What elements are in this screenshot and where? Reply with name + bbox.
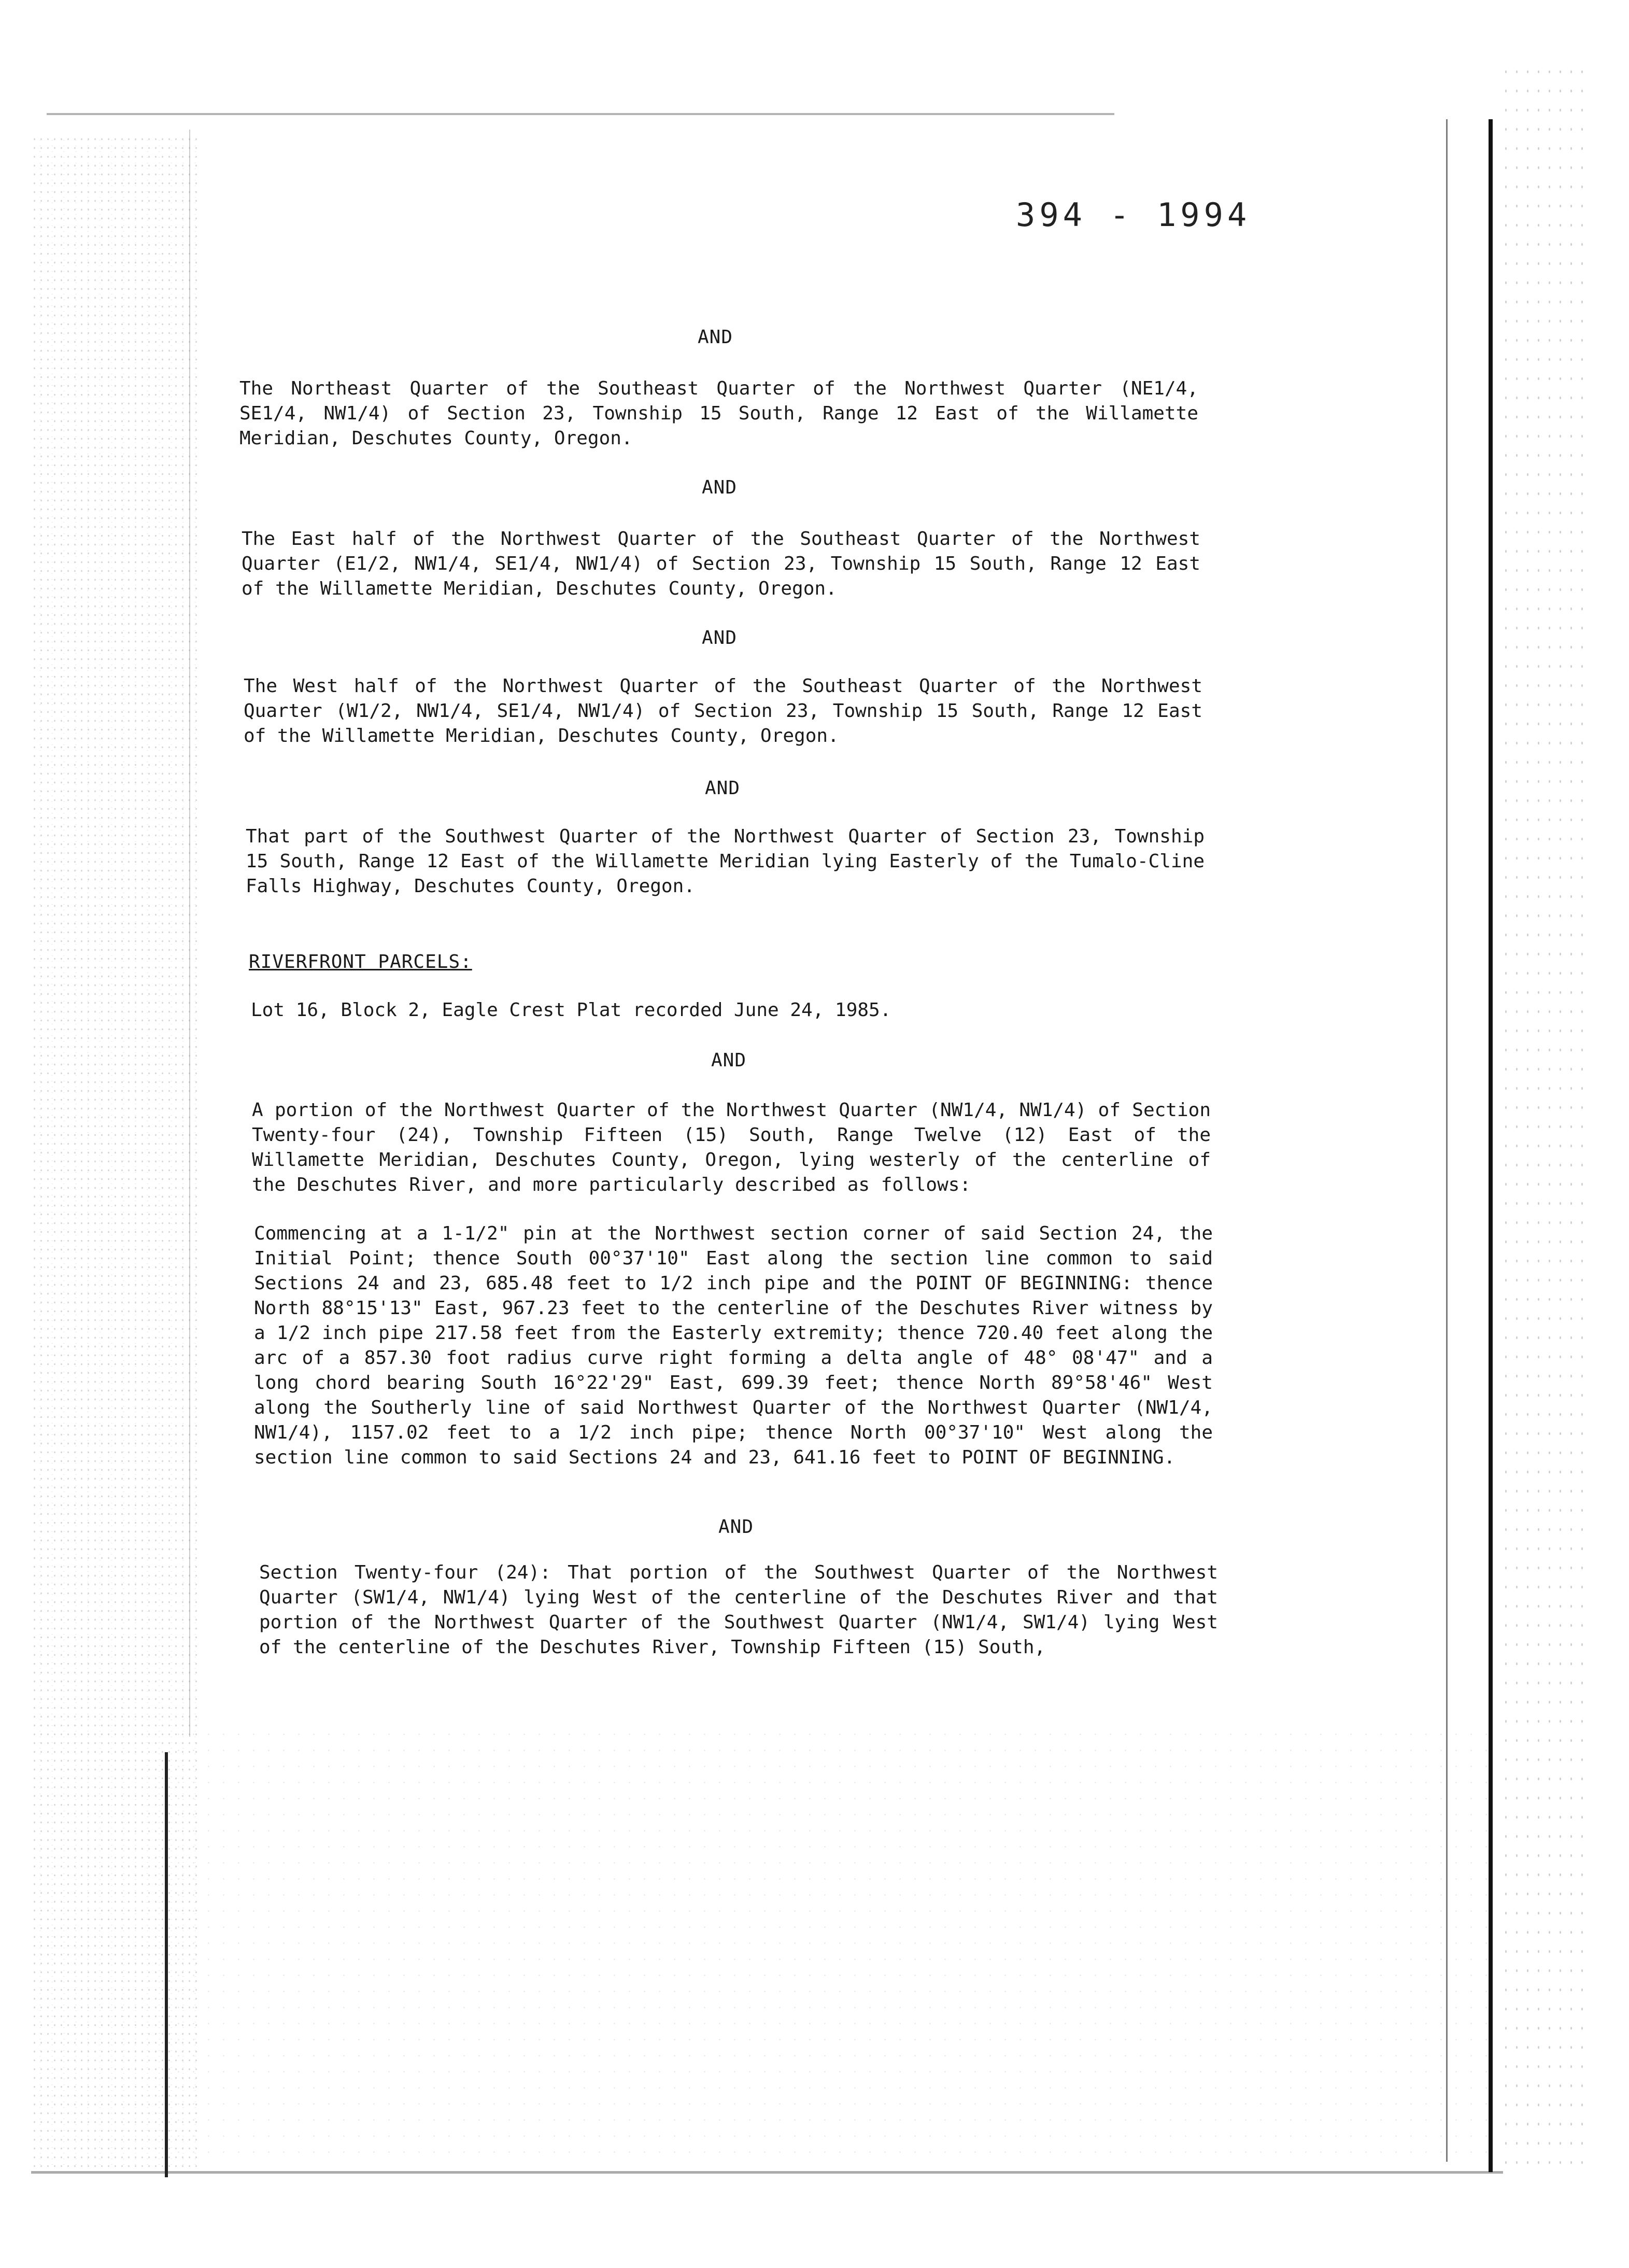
- and-separator: AND: [701, 627, 738, 649]
- and-separator: AND: [718, 1516, 754, 1538]
- scan-border-right: [1489, 119, 1493, 2172]
- scan-noise-right: [1500, 62, 1583, 2177]
- scan-edge-bottom: [31, 2171, 1503, 2174]
- scan-border-left-faint: [189, 130, 190, 1737]
- section-heading: RIVERFRONT PARCELS:: [249, 951, 472, 973]
- and-separator: AND: [697, 327, 733, 348]
- page-number: 394 - 1994: [1016, 196, 1251, 234]
- legal-description-paragraph: The East half of the Northwest Quarter of the Southeast Quarter of the Northwest Quarter (E1/2, NW1/4, SE1/4, NW1/4) of Section 23, Township 15 South, Range 12 East of the Willamette Meridian, Deschutes County, Oregon.: [242, 528, 1200, 599]
- legal-description-paragraph: Section Twenty-four (24): That portion of the Southwest Quarter of the Northwest Quarter (SW1/4, NW1/4) lying West of the centerline of the Deschutes River and that portion of the Northwest Quarter of the Southwest Quarter (NW1/4, SW1/4) lying West of the centerline of the Deschutes River, Township Fifteen (15) South,: [259, 1562, 1218, 1658]
- and-separator: AND: [704, 778, 741, 799]
- legal-description-paragraph: The Northeast Quarter of the Southeast Quarter of the Northwest Quarter (NE1/4, SE1/4, NW1/4) of Section 23, Township 15 South, Range 12 East of the Willamette Meridian, Deschutes County, Oregon.: [239, 378, 1198, 449]
- legal-description-paragraph: The West half of the Northwest Quarter of the Southeast Quarter of the Northwest Quarter (W1/2, NW1/4, SE1/4, NW1/4) of Section 23, Township 15 South, Range 12 East of the Willamette Meridian, Deschutes County, Oregon.: [244, 675, 1202, 746]
- scan-noise-bottom: [171, 1726, 1493, 2167]
- scan-border-left: [165, 1752, 168, 2177]
- legal-description-paragraph: A portion of the Northwest Quarter of the Northwest Quarter (NW1/4, NW1/4) of Section Twenty-four (24), Township Fifteen (15) South, Range Twelve (12) East of the Willamette Meridian, Deschutes County, Oregon, lying westerly of the centerline of the Deschutes River, and more particularly described as follows:: [252, 1100, 1211, 1195]
- and-separator: AND: [701, 477, 738, 498]
- and-separator: AND: [711, 1050, 747, 1071]
- legal-description-paragraph: That part of the Southwest Quarter of the Northwest Quarter of Section 23, Township 15 South, Range 12 East of the Willamette Meridian lying Easterly of the Tumalo-Cline Falls Highway, Deschutes County, Oregon.: [246, 826, 1205, 897]
- scan-edge-top: [47, 113, 1114, 115]
- lot-description: Lot 16, Block 2, Eagle Crest Plat recorded June 24, 1985.: [251, 999, 891, 1021]
- scan-border-right-thin: [1446, 119, 1448, 2162]
- metes-and-bounds-paragraph: Commencing at a 1-1/2" pin at the Northwest section corner of said Section 24, the Initial Point; thence South 00°37'10" East along the section line common to said Sections 24 and 23, 685.48 feet to 1/2 inch pipe and the POINT OF BEGINNING: thence North 88°15'13" East, 967.23 feet to the centerline of the Deschutes River witness by a 1/2 inch pipe 217.58 feet from the Easterly extremity; thence 720.40 feet along the arc of a 857.30 foot radius curve right forming a delta angle of 48° 08'47" and a long chord bearing South 16°22'29" East, 699.39 feet; thence North 89°58'46" West along the Southerly line of said Northwest Quarter of the Northwest Quarter (NW1/4, NW1/4), 1157.02 feet to a 1/2 inch pipe; thence North 00°37'10" West along the section line common to said Sections 24 and 23, 641.16 feet to POINT OF BEGINNING.: [254, 1223, 1213, 1468]
